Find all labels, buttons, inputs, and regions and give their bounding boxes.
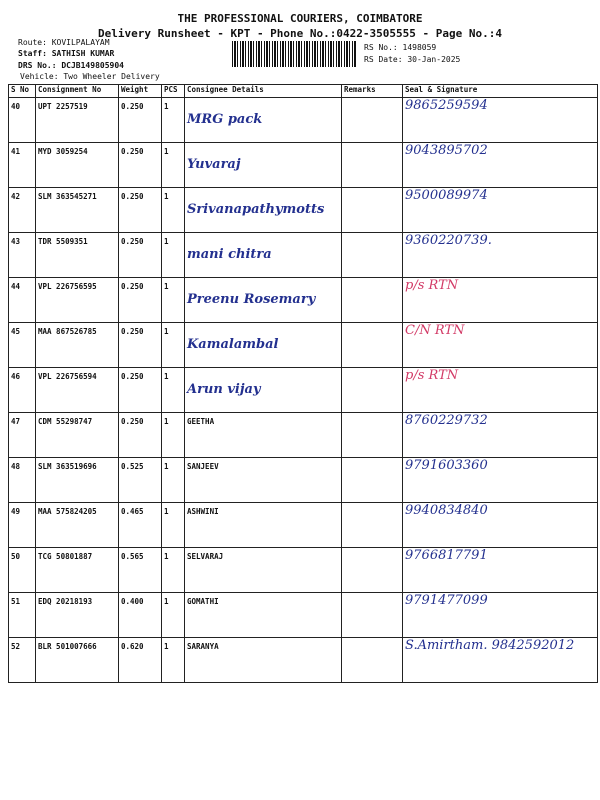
- cell-remarks: [342, 278, 403, 323]
- cell-pcs: 1: [162, 638, 185, 683]
- signature-text: 9766817791: [405, 548, 488, 563]
- vehicle: Vehicle: Two Wheeler Delivery: [20, 72, 160, 81]
- cell-consignee: [185, 323, 342, 368]
- cell-remarks: [342, 638, 403, 683]
- cell-consignee: [185, 638, 342, 683]
- cell-pcs: 1: [162, 323, 185, 368]
- consignee-handwritten: Preenu Rosemary: [187, 292, 316, 307]
- consignee-name: SARANYA: [187, 642, 219, 651]
- cell-consignee: [185, 593, 342, 638]
- cell-sno: 52: [9, 638, 36, 683]
- cell-weight: 0.250: [119, 143, 162, 188]
- cell-signature: [403, 368, 598, 413]
- signature-text: 9865259594: [405, 98, 488, 113]
- table-row: [9, 233, 598, 278]
- cell-pcs: 1: [162, 458, 185, 503]
- signature-text: 9940834840: [405, 503, 488, 518]
- cell-consignment: MAA 867526785: [36, 323, 119, 368]
- cell-signature: [403, 323, 598, 368]
- col-weight: Weight: [119, 85, 162, 98]
- cell-weight: 0.250: [119, 368, 162, 413]
- cell-pcs: 1: [162, 188, 185, 233]
- drs-number: DRS No.: DCJB149805904: [18, 61, 124, 70]
- consignee-handwritten: Srivanapathymotts: [187, 202, 325, 217]
- runsheet-title: Delivery Runsheet - KPT - Phone No.:0422-3505555 - Page No.:4: [98, 27, 502, 40]
- cell-sno: 50: [9, 548, 36, 593]
- table-row: [9, 638, 598, 683]
- col-sno: S No: [9, 85, 36, 98]
- cell-sno: 42: [9, 188, 36, 233]
- consignee-name: SANJEEV: [187, 462, 219, 471]
- cell-consignee: [185, 548, 342, 593]
- cell-weight: 0.565: [119, 548, 162, 593]
- signature-text: S.Amirtham. 9842592012: [405, 638, 575, 653]
- cell-signature: [403, 413, 598, 458]
- cell-consignee: [185, 278, 342, 323]
- consignee-handwritten: mani chitra: [187, 247, 272, 262]
- cell-pcs: 1: [162, 548, 185, 593]
- col-pcs: PCS: [162, 85, 185, 98]
- cell-pcs: 1: [162, 98, 185, 143]
- cell-weight: 0.250: [119, 98, 162, 143]
- cell-consignment: SLM 363545271: [36, 188, 119, 233]
- cell-remarks: [342, 593, 403, 638]
- cell-weight: 0.400: [119, 593, 162, 638]
- table-row: [9, 548, 598, 593]
- cell-sno: 47: [9, 413, 36, 458]
- cell-weight: 0.620: [119, 638, 162, 683]
- cell-sno: 44: [9, 278, 36, 323]
- cell-sno: 41: [9, 143, 36, 188]
- col-remarks: Remarks: [342, 85, 403, 98]
- cell-consignment: MYD 3059254: [36, 143, 119, 188]
- cell-remarks: [342, 548, 403, 593]
- cell-pcs: 1: [162, 593, 185, 638]
- cell-consignment: CDM 55298747: [36, 413, 119, 458]
- col-signature: Seal & Signature: [403, 85, 598, 98]
- table-row: [9, 413, 598, 458]
- signature-text: 9043895702: [405, 143, 488, 158]
- consignee-name: ASHWINI: [187, 507, 219, 516]
- cell-sno: 48: [9, 458, 36, 503]
- table-row: [9, 278, 598, 323]
- runsheet-table: [8, 84, 598, 683]
- cell-sno: 43: [9, 233, 36, 278]
- cell-consignee: [185, 188, 342, 233]
- cell-consignee: [185, 233, 342, 278]
- cell-remarks: [342, 323, 403, 368]
- signature-text: 8760229732: [405, 413, 488, 428]
- cell-signature: [403, 233, 598, 278]
- cell-remarks: [342, 233, 403, 278]
- col-consignee: Consignee Details: [185, 85, 342, 98]
- cell-pcs: 1: [162, 413, 185, 458]
- table-row: [9, 188, 598, 233]
- cell-consignee: [185, 98, 342, 143]
- signature-text: 9791477099: [405, 593, 488, 608]
- consignee-name: SELVARAJ: [187, 552, 224, 561]
- cell-remarks: [342, 188, 403, 233]
- cell-consignment: BLR 501007666: [36, 638, 119, 683]
- consignee-handwritten: Kamalambal: [187, 337, 279, 352]
- cell-sno: 40: [9, 98, 36, 143]
- cell-pcs: 1: [162, 368, 185, 413]
- company-name: THE PROFESSIONAL COURIERS, COIMBATORE: [177, 12, 423, 25]
- consignee-handwritten: Yuvaraj: [187, 157, 241, 172]
- cell-consignment: SLM 363519696: [36, 458, 119, 503]
- route: Route: KOVILPALAYAM: [18, 38, 110, 47]
- cell-weight: 0.525: [119, 458, 162, 503]
- cell-consignee: [185, 413, 342, 458]
- cell-remarks: [342, 143, 403, 188]
- cell-consignment: EDQ 20218193: [36, 593, 119, 638]
- consignee-name: GEETHA: [187, 417, 215, 426]
- consignee-handwritten: MRG pack: [187, 112, 263, 127]
- cell-consignee: [185, 458, 342, 503]
- cell-remarks: [342, 503, 403, 548]
- cell-consignment: MAA 575824205: [36, 503, 119, 548]
- cell-pcs: 1: [162, 278, 185, 323]
- cell-remarks: [342, 98, 403, 143]
- cell-signature: [403, 638, 598, 683]
- cell-remarks: [342, 458, 403, 503]
- cell-consignee: [185, 143, 342, 188]
- cell-consignment: UPT 2257519: [36, 98, 119, 143]
- signature-text: 9500089974: [405, 188, 488, 203]
- cell-sno: 51: [9, 593, 36, 638]
- cell-consignee: [185, 368, 342, 413]
- cell-signature: [403, 548, 598, 593]
- cell-sno: 45: [9, 323, 36, 368]
- rs-number: RS No.: 1498059: [364, 43, 437, 52]
- cell-remarks: [342, 413, 403, 458]
- signature-text: 9791603360: [405, 458, 488, 473]
- table-row: [9, 323, 598, 368]
- cell-consignment: TDR 5509351: [36, 233, 119, 278]
- col-consignment: Consignment No: [36, 85, 119, 98]
- cell-consignment: TCG 50801887: [36, 548, 119, 593]
- staff: Staff: SATHISH KUMAR: [18, 49, 115, 58]
- cell-consignment: VPL 226756595: [36, 278, 119, 323]
- cell-consignee: [185, 503, 342, 548]
- cell-sno: 49: [9, 503, 36, 548]
- cell-weight: 0.250: [119, 278, 162, 323]
- cell-signature: [403, 593, 598, 638]
- cell-pcs: 1: [162, 503, 185, 548]
- cell-weight: 0.250: [119, 188, 162, 233]
- table-row: [9, 98, 598, 143]
- table-row: [9, 368, 598, 413]
- signature-text: C/N RTN: [405, 323, 465, 338]
- cell-signature: [403, 188, 598, 233]
- cell-signature: [403, 458, 598, 503]
- cell-pcs: 1: [162, 233, 185, 278]
- cell-signature: [403, 143, 598, 188]
- table-row: [9, 458, 598, 503]
- cell-pcs: 1: [162, 143, 185, 188]
- barcode: [232, 41, 357, 67]
- cell-consignment: VPL 226756594: [36, 368, 119, 413]
- signature-text: p/s RTN: [405, 368, 459, 383]
- cell-sno: 46: [9, 368, 36, 413]
- cell-weight: 0.250: [119, 233, 162, 278]
- cell-signature: [403, 98, 598, 143]
- table-row: [9, 503, 598, 548]
- cell-signature: [403, 503, 598, 548]
- cell-weight: 0.465: [119, 503, 162, 548]
- signature-text: 9360220739.: [405, 233, 492, 248]
- cell-weight: 0.250: [119, 323, 162, 368]
- consignee-handwritten: Arun vijay: [187, 382, 261, 397]
- cell-signature: [403, 278, 598, 323]
- table-row: [9, 143, 598, 188]
- consignee-name: GOMATHI: [187, 597, 219, 606]
- cell-remarks: [342, 368, 403, 413]
- cell-weight: 0.250: [119, 413, 162, 458]
- signature-text: p/s RTN: [405, 278, 459, 293]
- rs-date: RS Date: 30-Jan-2025: [364, 55, 461, 64]
- table-row: [9, 593, 598, 638]
